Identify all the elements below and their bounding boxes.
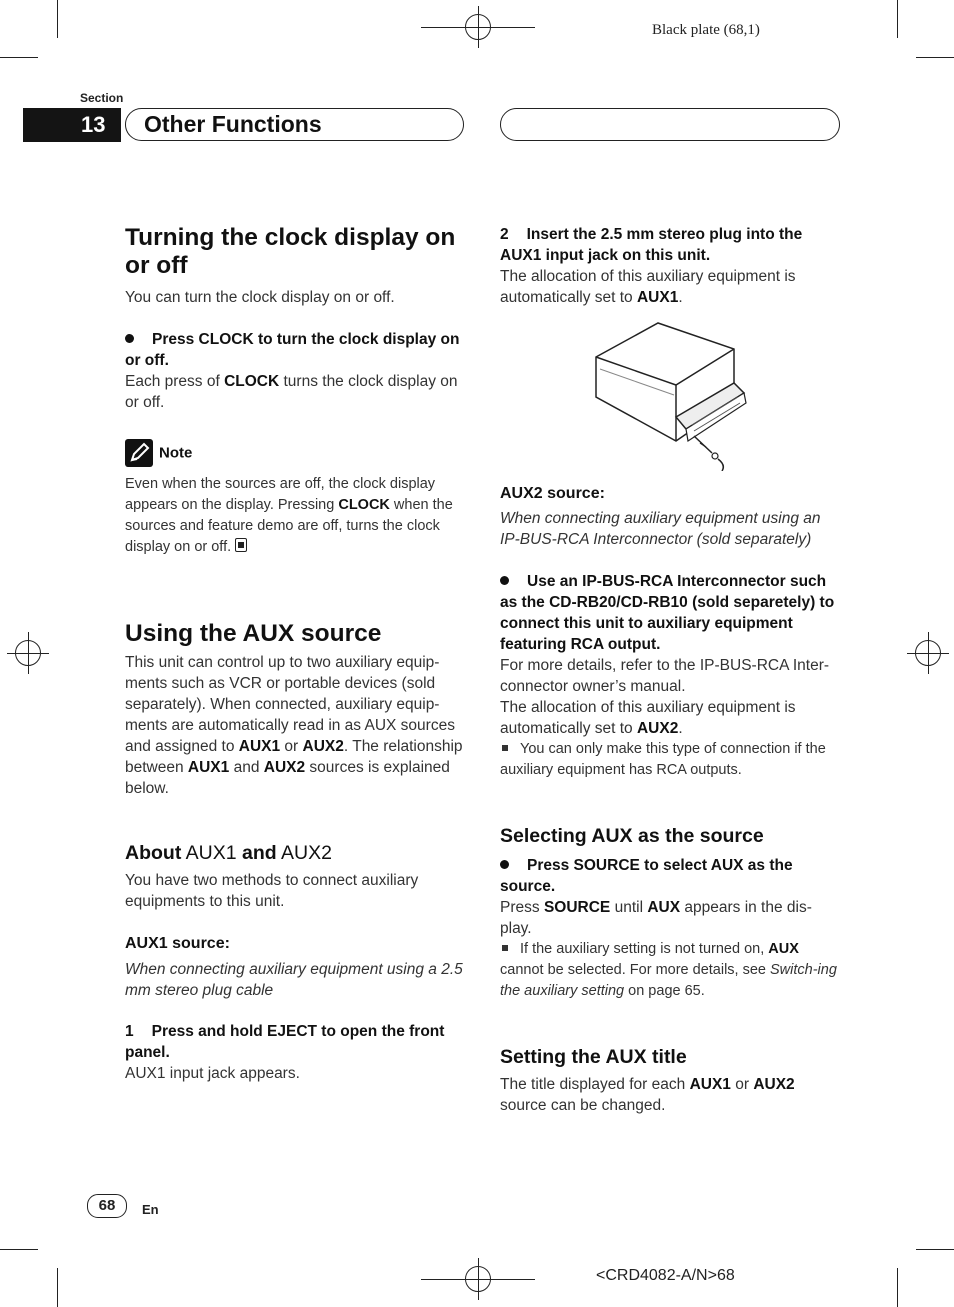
aux2-source-label: AUX2 source: [500, 485, 605, 502]
aux-intro: This unit can control up to two auxiliary equip-ments such as VCR or portable devices (sold separately). When connected, auxiliary equip-ments are automatically read in as AUX sources and assigned to AUX1 or AUX2. The relationship between AUX1 and AUX2 sources is explained below. [125, 654, 463, 797]
note-pencil-icon [125, 439, 153, 467]
section-number: 13 [23, 108, 121, 142]
bullet-dot-icon [125, 334, 134, 343]
crop-mark [897, 1268, 898, 1307]
note-text: Even when the sources are off, the clock display appears on the display. Pressing CLOCK when the sources and feature demo are off, turns the clock display on or off. [125, 476, 453, 555]
end-mark-icon [235, 538, 247, 552]
crop-mark [0, 57, 38, 58]
heading-aux: Using the AUX source [125, 620, 382, 647]
bullet-dot-icon [500, 576, 509, 585]
aux2-desc1: For more details, refer to the IP-BUS-RCA Inter-connector owner’s manual. [500, 657, 830, 695]
note-header [125, 439, 465, 467]
crop-mark [897, 0, 898, 38]
registration-mark-right [915, 640, 941, 666]
language-label: En [142, 1202, 159, 1217]
select-desc: Press SOURCE until AUX appears in the dis-play. [500, 899, 812, 937]
page-number: 68 [87, 1194, 127, 1218]
heading-clock: Turning the clock display on or off [125, 224, 456, 279]
aux2-step: Use an IP-BUS-RCA Interconnector such as the CD-RB20/CD-RB10 (sold separetely) to connect this unit to auxiliary equipment featuring RCA output. [500, 573, 835, 653]
step2: 2 Insert the 2.5 mm stereo plug into the AUX1 input jack on this unit. [500, 226, 803, 264]
crop-mark [0, 1249, 38, 1250]
select-note: If the auxiliary setting is not turned on, AUX cannot be selected. For more details, see Switch-ing the auxiliary setting on page 65. [500, 941, 837, 999]
crop-mark [916, 57, 954, 58]
heading-select-aux: Selecting AUX as the source [500, 825, 764, 847]
aux-title-text: The title displayed for each AUX1 or AUX2 source can be changed. [500, 1076, 795, 1114]
note-label: Note [159, 444, 193, 462]
heading-about: About AUX1 and AUX2 [125, 842, 332, 864]
crop-mark [57, 0, 58, 38]
aux2-desc2: The allocation of this auxiliary equipment is automatically set to AUX2. [500, 699, 796, 737]
left-column [125, 224, 465, 1084]
header-pill-empty [500, 108, 840, 141]
about-text: You have two methods to connect auxiliary equipments to this unit. [125, 872, 419, 910]
step2-desc: The allocation of this auxiliary equipment is automatically set to AUX1. [500, 268, 796, 306]
select-step: Press SOURCE to select AUX as the source. [500, 857, 793, 895]
clock-desc: Each press of CLOCK turns the clock display on or off. [125, 373, 458, 411]
aux2-source-desc: When connecting auxiliary equipment using an IP-BUS-RCA Interconnector (sold separately) [500, 510, 821, 548]
clock-intro: You can turn the clock display on or off. [125, 289, 395, 306]
crop-mark [916, 1249, 954, 1250]
aux1-source-label: AUX1 source: [125, 935, 230, 952]
head-unit-illustration [500, 308, 842, 483]
step1-desc: AUX1 input jack appears. [125, 1065, 300, 1082]
section-title: Other Functions [125, 108, 464, 141]
aux1-source-desc: When connecting auxiliary equipment using a 2.5 mm stereo plug cable [125, 961, 463, 999]
note-square-icon [502, 745, 508, 751]
registration-mark-top [465, 14, 491, 40]
note-square-icon [502, 945, 508, 951]
plate-label: Black plate (68,1) [652, 22, 760, 38]
right-column [500, 224, 842, 1116]
crop-mark [57, 1268, 58, 1307]
bullet-dot-icon [500, 860, 509, 869]
registration-mark-bottom [465, 1266, 491, 1292]
heading-aux-title: Setting the AUX title [500, 1046, 687, 1068]
clock-step: Press CLOCK to turn the clock display on or off. [125, 331, 460, 369]
footer-code: <CRD4082-A/N>68 [596, 1267, 735, 1284]
step1: 1 Press and hold EJECT to open the front panel. [125, 1023, 445, 1061]
section-label: Section [80, 91, 124, 105]
aux2-note: You can only make this type of connection if the auxiliary equipment has RCA outputs. [500, 741, 826, 778]
registration-mark-left [15, 640, 41, 666]
